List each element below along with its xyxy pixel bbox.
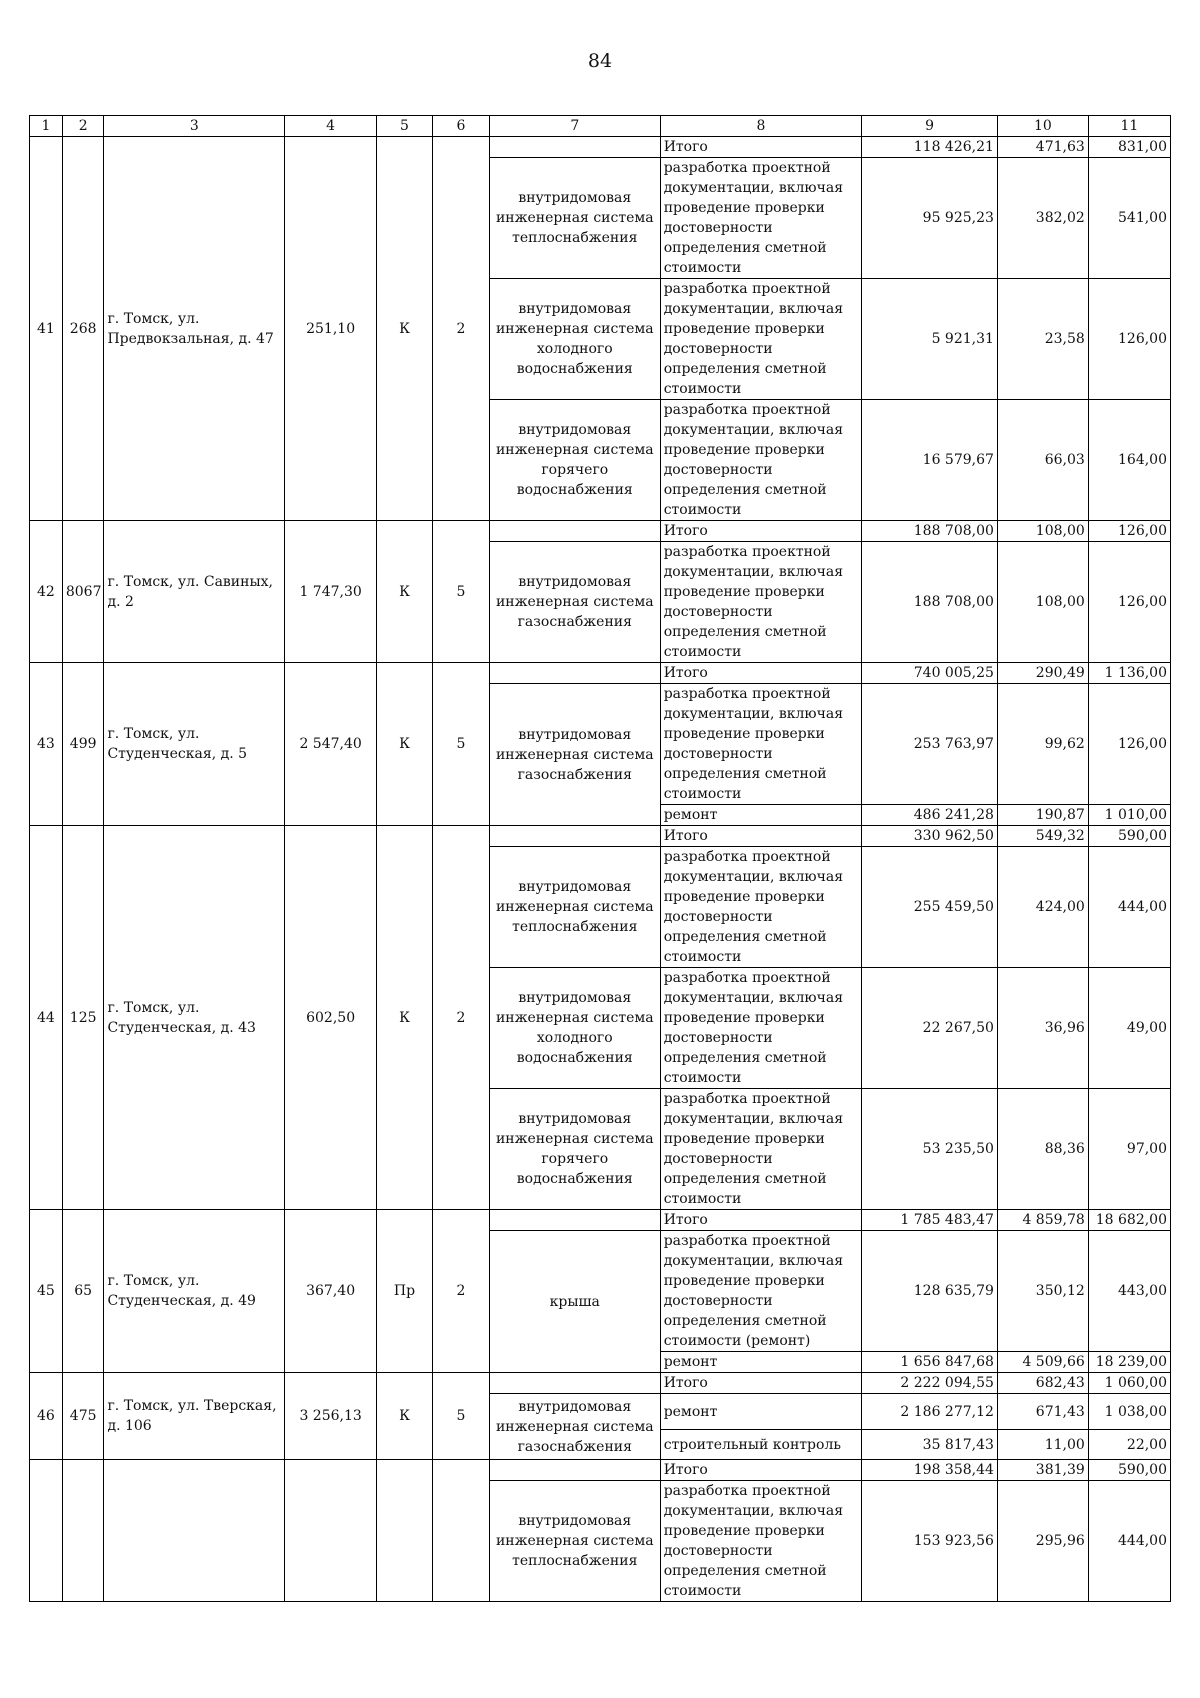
address-cell: г. Томск, ул. Предвокзальная, д. 47 — [104, 137, 285, 521]
cost-per-m2-cell: 23,58 — [997, 279, 1088, 400]
table-row-total — [30, 521, 1171, 542]
floors-cell: 5 — [432, 521, 489, 663]
table-body — [30, 116, 1171, 1602]
column-header: 10 — [997, 116, 1088, 137]
table-row-total — [30, 137, 1171, 158]
work-type-cell: разработка проектной документации, включая проведение проверки достоверности определения сметной стоимости — [660, 1481, 861, 1602]
building-id: 475 — [62, 1373, 104, 1460]
area-cell: 251,10 — [285, 137, 377, 521]
system-cell: внутридомовая инженерная система газоснабжения — [489, 1394, 660, 1460]
work-type-cell: ремонт — [660, 1352, 861, 1373]
limit-cell: 541,00 — [1088, 158, 1170, 279]
limit-cell: 97,00 — [1088, 1089, 1170, 1210]
column-header: 5 — [377, 116, 433, 137]
floors-cell: 2 — [432, 137, 489, 521]
cost-per-m2-cell: 381,39 — [997, 1460, 1088, 1481]
limit-cell: 18 239,00 — [1088, 1352, 1170, 1373]
system-cell: внутридомовая инженерная система горячего водоснабжения — [489, 400, 660, 521]
limit-cell: 126,00 — [1088, 542, 1170, 663]
cost-cell: 330 962,50 — [862, 826, 998, 847]
limit-cell: 1 010,00 — [1088, 805, 1170, 826]
limit-cell: 444,00 — [1088, 847, 1170, 968]
cost-cell: 1 656 847,68 — [862, 1352, 998, 1373]
work-type-cell: разработка проектной документации, включая проведение проверки достоверности определения сметной стоимости — [660, 1089, 861, 1210]
type-cell: К — [377, 1373, 433, 1460]
building-id: 268 — [62, 137, 104, 521]
total-label: Итого — [660, 137, 861, 158]
cost-per-m2-cell: 290,49 — [997, 663, 1088, 684]
row-number: 46 — [30, 1373, 63, 1460]
page-number: 84 — [587, 50, 613, 72]
table-row-total — [30, 663, 1171, 684]
column-header: 11 — [1088, 116, 1170, 137]
system-cell: внутридомовая инженерная система холодного водоснабжения — [489, 968, 660, 1089]
work-type-cell: строительный контроль — [660, 1430, 861, 1460]
column-header: 8 — [660, 116, 861, 137]
cost-cell: 740 005,25 — [862, 663, 998, 684]
limit-cell: 831,00 — [1088, 137, 1170, 158]
work-type-cell: разработка проектной документации, включая проведение проверки достоверности определения сметной стоимости — [660, 847, 861, 968]
column-header: 6 — [432, 116, 489, 137]
limit-cell: 49,00 — [1088, 968, 1170, 1089]
type-cell — [377, 1460, 433, 1602]
limit-cell: 18 682,00 — [1088, 1210, 1170, 1231]
table-row-total — [30, 1460, 1171, 1481]
cost-per-m2-cell: 350,12 — [997, 1231, 1088, 1352]
column-header: 2 — [62, 116, 104, 137]
address-cell: г. Томск, ул. Студенческая, д. 43 — [104, 826, 285, 1210]
area-cell: 2 547,40 — [285, 663, 377, 826]
building-id: 8067 — [62, 521, 104, 663]
type-cell: К — [377, 521, 433, 663]
row-number: 41 — [30, 137, 63, 521]
floors-cell: 5 — [432, 1373, 489, 1460]
empty-system-cell — [489, 826, 660, 847]
system-cell: крыша — [489, 1231, 660, 1373]
cost-per-m2-cell: 36,96 — [997, 968, 1088, 1089]
table-row-total — [30, 826, 1171, 847]
area-cell: 3 256,13 — [285, 1373, 377, 1460]
cost-per-m2-cell: 99,62 — [997, 684, 1088, 805]
column-header-row — [30, 116, 1171, 137]
capital-repair-table — [29, 115, 1171, 1602]
cost-per-m2-cell: 549,32 — [997, 826, 1088, 847]
work-type-cell: разработка проектной документации, включая проведение проверки достоверности определения сметной стоимости — [660, 400, 861, 521]
cost-cell: 153 923,56 — [862, 1481, 998, 1602]
cost-per-m2-cell: 4 509,66 — [997, 1352, 1088, 1373]
cost-per-m2-cell: 190,87 — [997, 805, 1088, 826]
cost-cell: 128 635,79 — [862, 1231, 998, 1352]
work-type-cell: ремонт — [660, 1394, 861, 1430]
empty-system-cell — [489, 521, 660, 542]
cost-per-m2-cell: 295,96 — [997, 1481, 1088, 1602]
total-label: Итого — [660, 826, 861, 847]
work-type-cell: разработка проектной документации, включая проведение проверки достоверности определения сметной стоимости — [660, 158, 861, 279]
cost-per-m2-cell: 108,00 — [997, 521, 1088, 542]
system-cell: внутридомовая инженерная система теплоснабжения — [489, 1481, 660, 1602]
address-cell: г. Томск, ул. Савиных, д. 2 — [104, 521, 285, 663]
cost-cell: 95 925,23 — [862, 158, 998, 279]
limit-cell: 444,00 — [1088, 1481, 1170, 1602]
cost-cell: 118 426,21 — [862, 137, 998, 158]
work-type-cell: разработка проектной документации, включая проведение проверки достоверности определения сметной стоимости (ремонт) — [660, 1231, 861, 1352]
column-header: 3 — [104, 116, 285, 137]
cost-per-m2-cell: 682,43 — [997, 1373, 1088, 1394]
row-number: 42 — [30, 521, 63, 663]
area-cell: 602,50 — [285, 826, 377, 1210]
cost-cell: 1 785 483,47 — [862, 1210, 998, 1231]
floors-cell — [432, 1460, 489, 1602]
cost-per-m2-cell: 382,02 — [997, 158, 1088, 279]
cost-per-m2-cell: 471,63 — [997, 137, 1088, 158]
system-cell: внутридомовая инженерная система газоснабжения — [489, 684, 660, 826]
cost-per-m2-cell: 671,43 — [997, 1394, 1088, 1430]
system-cell: внутридомовая инженерная система горячего водоснабжения — [489, 1089, 660, 1210]
column-header: 4 — [285, 116, 377, 137]
type-cell: К — [377, 826, 433, 1210]
system-cell: внутридомовая инженерная система теплоснабжения — [489, 158, 660, 279]
type-cell: Пр — [377, 1210, 433, 1373]
cost-per-m2-cell: 4 859,78 — [997, 1210, 1088, 1231]
total-label: Итого — [660, 1373, 861, 1394]
cost-cell: 188 708,00 — [862, 521, 998, 542]
cost-cell: 2 186 277,12 — [862, 1394, 998, 1430]
cost-cell: 16 579,67 — [862, 400, 998, 521]
area-cell — [285, 1460, 377, 1602]
floors-cell: 2 — [432, 1210, 489, 1373]
work-type-cell: разработка проектной документации, включая проведение проверки достоверности определения сметной стоимости — [660, 542, 861, 663]
limit-cell: 126,00 — [1088, 279, 1170, 400]
cost-cell: 198 358,44 — [862, 1460, 998, 1481]
building-id: 125 — [62, 826, 104, 1210]
cost-cell: 2 222 094,55 — [862, 1373, 998, 1394]
row-number: 44 — [30, 826, 63, 1210]
cost-cell: 53 235,50 — [862, 1089, 998, 1210]
limit-cell: 443,00 — [1088, 1231, 1170, 1352]
cost-per-m2-cell: 66,03 — [997, 400, 1088, 521]
empty-system-cell — [489, 663, 660, 684]
row-number — [30, 1460, 63, 1602]
cost-cell: 5 921,31 — [862, 279, 998, 400]
limit-cell: 590,00 — [1088, 826, 1170, 847]
cost-per-m2-cell: 424,00 — [997, 847, 1088, 968]
system-cell: внутридомовая инженерная система газоснабжения — [489, 542, 660, 663]
area-cell: 367,40 — [285, 1210, 377, 1373]
cost-per-m2-cell: 108,00 — [997, 542, 1088, 663]
cost-per-m2-cell: 88,36 — [997, 1089, 1088, 1210]
limit-cell: 164,00 — [1088, 400, 1170, 521]
cost-cell: 486 241,28 — [862, 805, 998, 826]
limit-cell: 22,00 — [1088, 1430, 1170, 1460]
total-label: Итого — [660, 1460, 861, 1481]
cost-cell: 35 817,43 — [862, 1430, 998, 1460]
limit-cell: 590,00 — [1088, 1460, 1170, 1481]
limit-cell: 1 136,00 — [1088, 663, 1170, 684]
work-type-cell: разработка проектной документации, включая проведение проверки достоверности определения сметной стоимости — [660, 279, 861, 400]
table-row-total — [30, 1210, 1171, 1231]
cost-cell: 188 708,00 — [862, 542, 998, 663]
building-id: 499 — [62, 663, 104, 826]
work-type-cell: ремонт — [660, 805, 861, 826]
area-cell: 1 747,30 — [285, 521, 377, 663]
limit-cell: 1 060,00 — [1088, 1373, 1170, 1394]
system-cell: внутридомовая инженерная система холодного водоснабжения — [489, 279, 660, 400]
building-id: 65 — [62, 1210, 104, 1373]
empty-system-cell — [489, 1373, 660, 1394]
work-type-cell: разработка проектной документации, включая проведение проверки достоверности определения сметной стоимости — [660, 684, 861, 805]
empty-system-cell — [489, 1460, 660, 1481]
limit-cell: 1 038,00 — [1088, 1394, 1170, 1430]
limit-cell: 126,00 — [1088, 684, 1170, 805]
system-cell: внутридомовая инженерная система теплоснабжения — [489, 847, 660, 968]
floors-cell: 2 — [432, 826, 489, 1210]
limit-cell: 126,00 — [1088, 521, 1170, 542]
column-header: 1 — [30, 116, 63, 137]
type-cell: К — [377, 663, 433, 826]
total-label: Итого — [660, 1210, 861, 1231]
cost-cell: 253 763,97 — [862, 684, 998, 805]
row-number: 45 — [30, 1210, 63, 1373]
cost-cell: 22 267,50 — [862, 968, 998, 1089]
column-header: 7 — [489, 116, 660, 137]
building-id — [62, 1460, 104, 1602]
table-row-total — [30, 1373, 1171, 1394]
total-label: Итого — [660, 521, 861, 542]
cost-per-m2-cell: 11,00 — [997, 1430, 1088, 1460]
address-cell: г. Томск, ул. Тверская, д. 106 — [104, 1373, 285, 1460]
address-cell: г. Томск, ул. Студенческая, д. 5 — [104, 663, 285, 826]
work-type-cell: разработка проектной документации, включая проведение проверки достоверности определения сметной стоимости — [660, 968, 861, 1089]
address-cell — [104, 1460, 285, 1602]
type-cell: К — [377, 137, 433, 521]
address-cell: г. Томск, ул. Студенческая, д. 49 — [104, 1210, 285, 1373]
row-number: 43 — [30, 663, 63, 826]
total-label: Итого — [660, 663, 861, 684]
empty-system-cell — [489, 137, 660, 158]
floors-cell: 5 — [432, 663, 489, 826]
empty-system-cell — [489, 1210, 660, 1231]
cost-cell: 255 459,50 — [862, 847, 998, 968]
column-header: 9 — [862, 116, 998, 137]
